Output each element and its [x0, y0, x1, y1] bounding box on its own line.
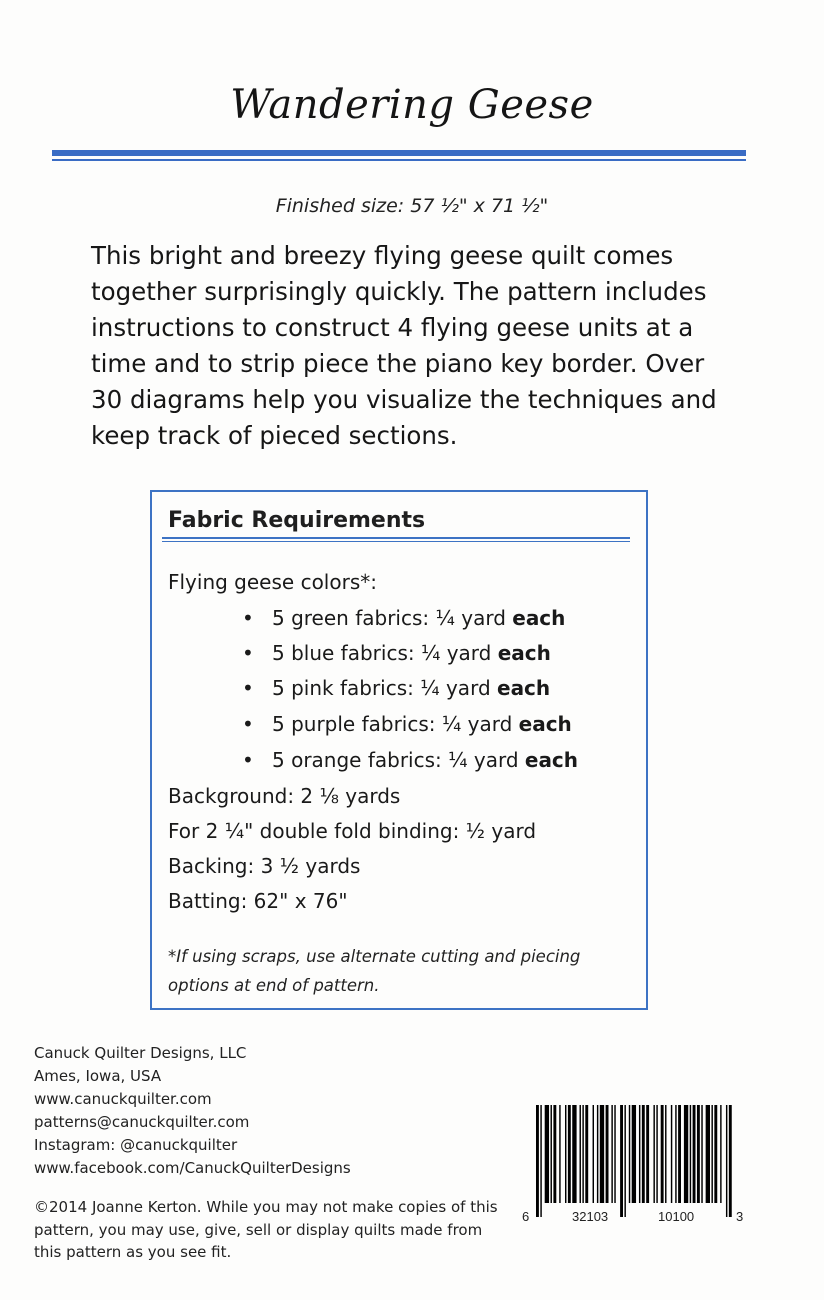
binding-yardage: For 2 ¼" double fold binding: ½ yard	[168, 819, 537, 843]
scraps-note: *If using scraps, use alternate cutting and piecing options at end of pattern.	[168, 947, 581, 995]
company-email: patterns@canuckquilter.com	[34, 1113, 250, 1131]
backing-yardage: Backing: 3 ½ yards	[168, 854, 361, 878]
title-rule-thin	[52, 159, 746, 161]
barcode-check-digit: 3	[736, 1209, 744, 1224]
barcode-bar	[582, 1105, 583, 1203]
barcode-bar	[620, 1105, 623, 1217]
barcode-bar	[551, 1105, 552, 1203]
barcode-bar	[675, 1105, 676, 1203]
company-info	[34, 1042, 351, 1180]
barcode-bar	[729, 1105, 732, 1217]
company-instagram: Instagram: @canuckquilter	[34, 1136, 238, 1154]
barcode-bar	[690, 1105, 691, 1203]
batting-size: Batting: 62" x 76"	[168, 889, 348, 913]
barcode-left-group: 32103	[572, 1209, 609, 1224]
barcode-bar	[697, 1105, 700, 1203]
barcode-bar	[565, 1105, 566, 1203]
barcode-bar	[671, 1105, 672, 1203]
barcode-bar	[585, 1105, 588, 1203]
barcode-bar	[559, 1105, 560, 1203]
barcode-bar	[614, 1105, 615, 1203]
fabric-item-orange: • 5 orange fabrics: ¼ yard each	[242, 748, 579, 772]
company-location: Ames, Iowa, USA	[34, 1067, 162, 1085]
barcode-bar	[568, 1105, 571, 1203]
barcode-bar	[642, 1105, 645, 1203]
barcode-bar	[714, 1105, 717, 1203]
barcode-bar	[629, 1105, 630, 1203]
barcode-bar	[593, 1105, 594, 1203]
barcode-bar	[597, 1105, 598, 1203]
barcode-bar	[653, 1105, 654, 1203]
fabric-item-purple: • 5 purple fabrics: ¼ yard each	[242, 712, 572, 736]
barcode-bar	[611, 1105, 612, 1203]
flying-geese-intro: Flying geese colors*:	[168, 570, 377, 594]
fabric-requirements-box	[150, 490, 648, 1010]
barcode-bar	[711, 1105, 712, 1203]
background-yardage: Background: 2 ⅛ yards	[168, 784, 401, 808]
barcode-bar	[720, 1105, 721, 1203]
copyright-notice: ©2014 Joanne Kerton. While you may not make copies of this pattern, you may use, give, sell or display quilts made from this pattern as you see fit.	[34, 1198, 498, 1261]
barcode-bar	[665, 1105, 666, 1203]
barcode-bar	[606, 1105, 609, 1203]
barcode-right-group: 10100	[658, 1209, 695, 1224]
fabric-requirements-heading: Fabric Requirements	[168, 508, 426, 533]
title-rule-thick	[52, 150, 746, 156]
fabric-item-green: • 5 green fabrics: ¼ yard each	[242, 606, 566, 630]
description: This bright and breezy flying geese quilt comes together surprisingly quickly. The pattern includes instructions to construct 4 flying geese units at a time and to strip piece the piano key border. Over 30 diagrams help you visualize the techniques and keep track of pieced sections.	[91, 241, 717, 450]
barcode-bar	[661, 1105, 664, 1203]
barcode-bar	[726, 1105, 727, 1217]
barcode-bar	[545, 1105, 549, 1203]
barcode-bar	[684, 1105, 688, 1203]
barcode-bar	[540, 1105, 541, 1217]
barcode-bar	[632, 1105, 636, 1203]
page-title: Wandering Geese	[230, 82, 594, 128]
company-website: www.canuckquilter.com	[34, 1090, 212, 1108]
company-name: Canuck Quilter Designs, LLC	[34, 1044, 247, 1062]
barcode-bars	[536, 1105, 732, 1217]
barcode-bar	[624, 1105, 625, 1217]
heading-rule	[162, 537, 630, 539]
barcode-bar	[656, 1105, 657, 1203]
barcode-bar	[639, 1105, 640, 1203]
barcode-bar	[553, 1105, 556, 1203]
barcode-bar	[572, 1105, 576, 1203]
barcode-bar	[706, 1105, 710, 1203]
barcode-bar	[693, 1105, 696, 1203]
barcode	[520, 1105, 748, 1225]
barcode-bar	[580, 1105, 581, 1203]
company-facebook: www.facebook.com/CanuckQuilterDesigns	[34, 1159, 351, 1177]
barcode-bar	[678, 1105, 681, 1203]
heading-rule-thin	[162, 541, 630, 542]
barcode-bar	[600, 1105, 604, 1203]
barcode-bar	[536, 1105, 539, 1217]
fabric-item-blue: • 5 blue fabrics: ¼ yard each	[242, 641, 551, 665]
barcode-bar	[701, 1105, 702, 1203]
finished-size: Finished size: 57 ½" x 71 ½"	[275, 195, 549, 217]
fabric-item-pink: • 5 pink fabrics: ¼ yard each	[242, 676, 551, 700]
barcode-lead-digit: 6	[522, 1209, 530, 1224]
barcode-bar	[646, 1105, 649, 1203]
